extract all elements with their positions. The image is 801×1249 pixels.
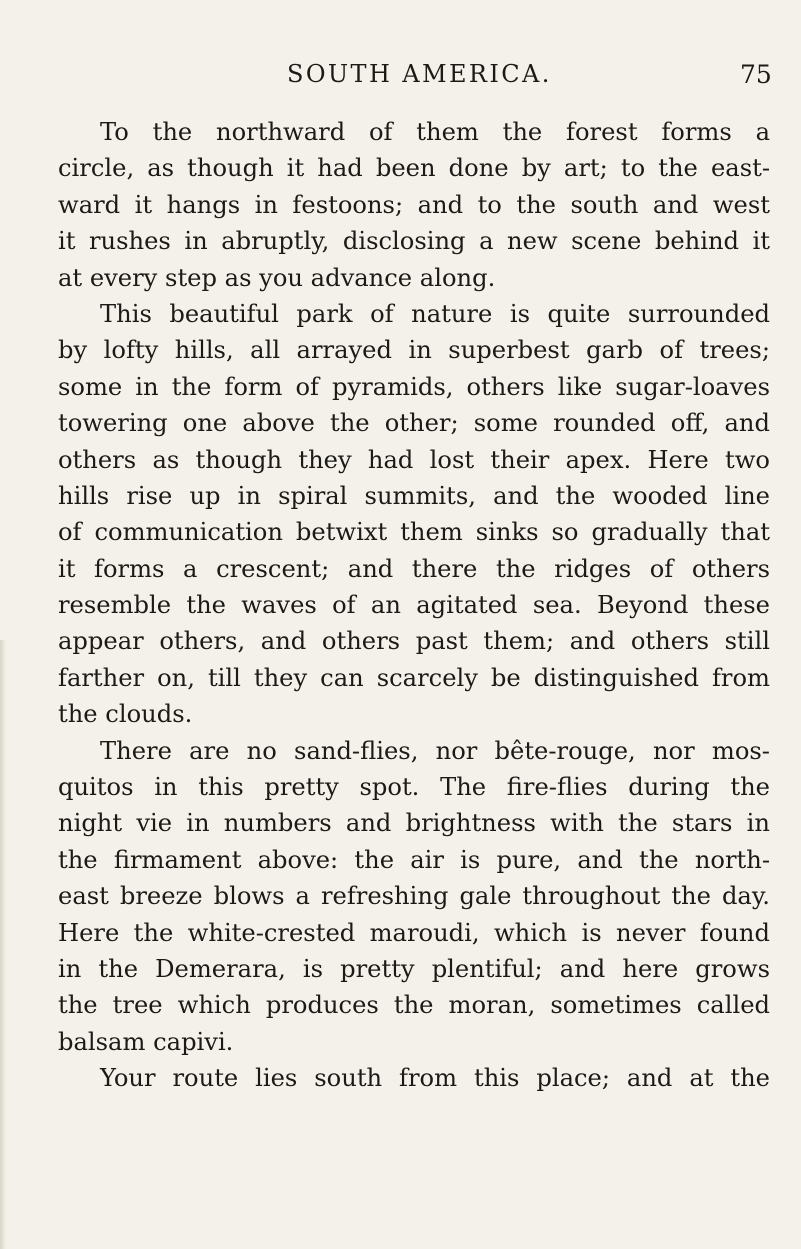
page-number: 75 (740, 60, 772, 89)
text-line: To the northward of them the forest forms a (100, 118, 770, 146)
text-line: in the Demerara, is pretty plentiful; and here grows (58, 954, 770, 983)
text-line: resemble the waves of an agitated sea. Beyond these (58, 591, 770, 620)
running-head (0, 60, 801, 94)
text-line: ward it hangs in festoons; and to the south and west (58, 190, 770, 219)
body-text (58, 114, 770, 1097)
text-line: hills rise up in spiral summits, and the wooded line (58, 481, 770, 510)
text-line: circle, as though it had been done by art; to the east- (58, 154, 770, 183)
text-line: by lofty hills, all arrayed in superbest garb of trees; (58, 336, 770, 365)
text-line: Here the white-crested maroudi, which is never found (58, 918, 770, 947)
text-line: There are no sand-flies, nor bête-rouge, nor mos- (100, 736, 770, 765)
text-line: This beautiful park of nature is quite surrounded (100, 299, 770, 328)
text-line: farther on, till they can scarcely be distinguished from (58, 663, 770, 692)
text-line: some in the form of pyramids, others like sugar-loaves (58, 372, 770, 401)
text-line: balsam capivi. (58, 1027, 234, 1056)
text-line: the clouds. (58, 700, 193, 729)
text-line: night vie in numbers and brightness with the stars in (58, 809, 770, 838)
text-line: the tree which produces the moran, sometimes called (58, 991, 770, 1020)
text-line: the firmament above: the air is pure, and the north- (58, 845, 770, 874)
running-title: SOUTH AMERICA. (287, 60, 552, 88)
text-line: towering one above the other; some rounded off, and (58, 409, 770, 438)
text-line: it rushes in abruptly, disclosing a new scene behind it (58, 227, 770, 256)
text-line: at every step as you advance along. (58, 263, 496, 292)
text-line: others as though they had lost their apex. Here two (58, 445, 770, 474)
text-line: appear others, and others past them; and others still (58, 627, 770, 656)
text-line: it forms a crescent; and there the ridges of others (58, 554, 770, 583)
text-line: Your route lies south from this place; and at the (100, 1064, 770, 1093)
text-line: quitos in this pretty spot. The fire-flies during the (58, 773, 770, 802)
text-line: east breeze blows a refreshing gale throughout the day. (58, 882, 770, 911)
text-line: of communication betwixt them sinks so gradually that (58, 518, 770, 547)
page-edge-shadow (0, 640, 6, 1249)
